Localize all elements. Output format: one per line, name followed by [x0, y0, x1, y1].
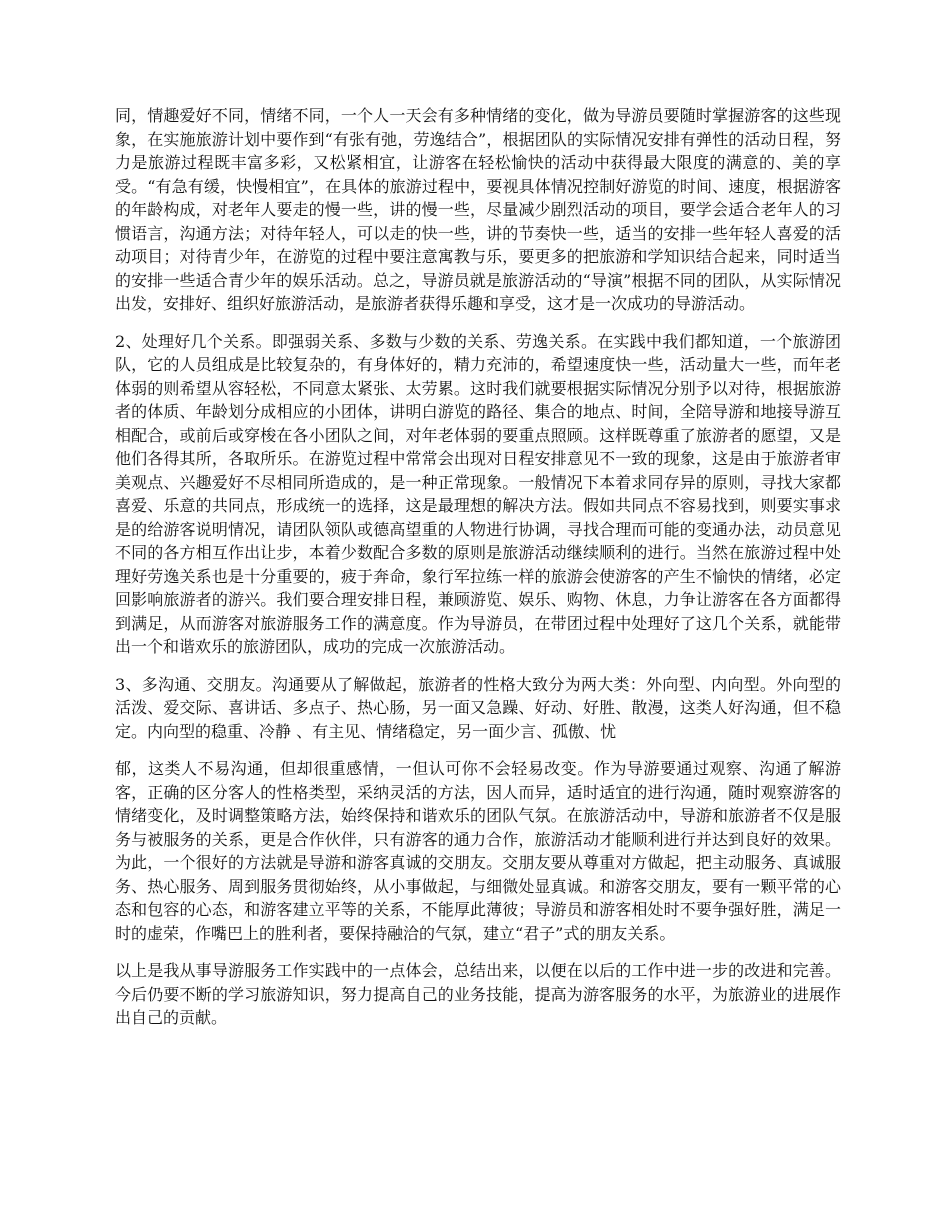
paragraph-continuation: 同，情趣爱好不同，情绪不同，一个人一天会有多种情绪的变化，做为导游员要随时掌握游客的这些现象，在实施旅游计划中要作到“有张有弛，劳逸结合”，根据团队的实际情况安排有弹性的活动日程，努力是旅游过程既丰富多彩，又松紧相宜，让游客在轻松愉快的活动中获得最大限度的满意的、美的享受。“有急有缓，快慢相宜”，在具体的旅游过程中，要视具体情况控制好游览的时间、速度，根据游客的年龄构成，对老年人要走的慢一些，讲的慢一些，尽量减少剧烈活动的项目，要学会适合老年人的习惯语言，沟通方法；对待年轻人，可以走的快一些，讲的节奏快一些，适当的安排一些年轻人喜爱的活动项目；对待青少年，在游览的过程中要注意寓教与乐，要更多的把旅游和学知识结合起来，同时适当的安排一些适合青少年的娱乐活动。总之，导游员就是旅游活动的“导演”根据不同的团队，从实际情况出发，安排好、组织好旅游活动，是旅游者获得乐趣和享受，这才是一次成功的导游活动。 — [115, 106, 841, 313]
paragraph-friendship: 郁，这类人不易沟通，但却很重感情，一但认可你不会轻易改变。作为导游要通过观察、沟通了解游客，正确的区分客人的性格类型，采纳灵活的方法，因人而异，适时适宜的进行沟通，随时观察游客的情绪变化，及时调整策略方法，始终保持和谐欢乐的团队气氛。在旅游活动中，导游和旅游者不仅是服务与被服务的关系，更是合作伙伴，只有游客的通力合作，旅游活动才能顺利进行并达到良好的效果。为此，一个很好的方法就是导游和游客真诚的交朋友。交朋友要从尊重对方做起，把主动服务、真诚服务、热心服务、周到服务贯彻始终，从小事做起，与细微处显真诚。和游客交朋友，要有一颗平常的心态和包容的心态，和游客建立平等的关系，不能厚此薄彼；导游员和游客相处时不要争强好胜，满足一时的虚荣，作嘴巴上的胜利者，要保持融洽的气氛，建立“君子”式的朋友关系。 — [115, 759, 841, 943]
paragraph-relationships: 2、处理好几个关系。即强弱关系、多数与少数的关系、劳逸关系。在实践中我们都知道，一个旅游团队，它的人员组成是比较复杂的，有身体好的，精力充沛的，希望速度快一些，活动量大一些，而年老体弱的则希望从容轻松，不同意太紧张、太劳累。这时我们就要根据实际情况分别予以对待，根据旅游者的体质、年龄划分成相应的小团体，讲明白游览的路径、集合的地点、时间，全陪导游和地接导游互相配合，或前后或穿梭在各小团队之间，对年老体弱的要重点照顾。这样既尊重了旅游者的愿望，又是他们各得其所，各取所乐。在游览过程中常常会出现对日程安排意见不一致的现象，这是由于旅游者审美观点、兴趣爱好不尽相同所造成的，是一种正常现象。一般情况下本着求同存异的原则，寻找大家都喜爱、乐意的共同点，形成统一的选择，这是最理想的解决方法。假如共同点不容易找到，则要实事求是的给游客说明情况，请团队领队或德高望重的人物进行协调，寻找合理而可能的变通办法，动员意见不同的各方相互作出让步，本着少数配合多数的原则是旅游活动继续顺利的进行。当然在旅游过程中处理好劳逸关系也是十分重要的，疲于奔命，象行军拉练一样的旅游会使游客的产生不愉快的情绪，必定回影响旅游者的游兴。我们要合理安排日程，兼顾游览、娱乐、购物、休息，力争让游客在各方面都得到满足，从而游客对旅游服务工作的满意度。作为导游员，在带团过程中处理好了这几个关系，就能带出一个和谐欢乐的旅游团队，成功的完成一次旅游活动。 — [115, 331, 841, 656]
paragraph-communication: 3、多沟通、交朋友。沟通要从了解做起，旅游者的性格大致分为两大类：外向型、内向型。外向型的活泼、爱交际、喜讲话、多点子、热心肠，另一面又急躁、好动、好胜、散漫，这类人好沟通，但不稳定。内向型的稳重、冷静 、有主见、情绪稳定，另一面少言、孤傲、忧 — [115, 674, 841, 741]
document-body — [115, 104, 841, 1044]
paragraph-conclusion: 以上是我从事导游服务工作实践中的一点体会，总结出来，以便在以后的工作中进一步的改进和完善。今后仍要不断的学习旅游知识，努力提高自己的业务技能，提高为游客服务的水平，为旅游业的进展作出自己的贡献。 — [115, 961, 841, 1027]
